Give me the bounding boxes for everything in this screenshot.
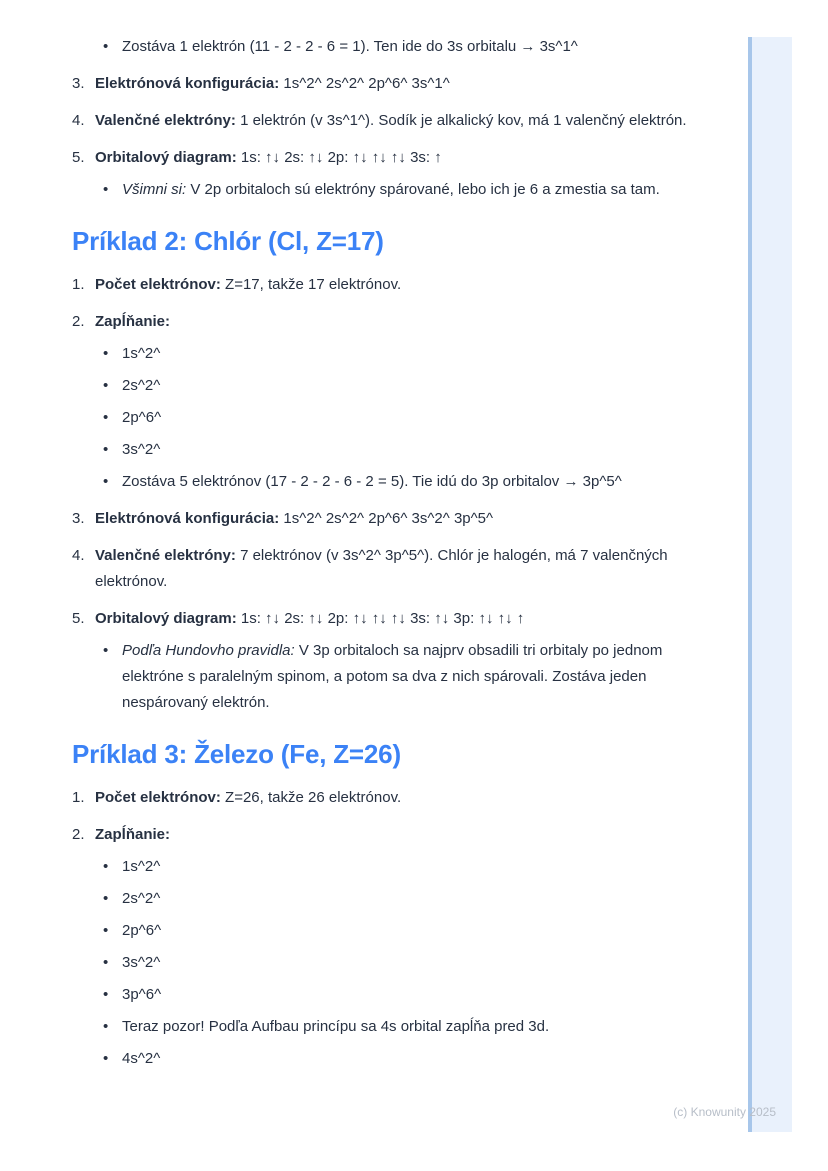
sub-note-text: V 2p orbitaloch sú elektróny spárované, lebo ich je 6 a zmestia sa tam.	[190, 181, 660, 198]
list-item-text: 3s^2^	[122, 954, 161, 971]
sub-note-lead: Podľa Hundovho pravidla:	[122, 642, 295, 659]
list-item	[103, 1046, 727, 1072]
filling-list	[103, 341, 727, 495]
item-body	[95, 71, 727, 97]
item-label: Valenčné elektróny:	[95, 547, 236, 564]
item-number: 5.	[72, 610, 85, 627]
item-text: 1s^2^ 2s^2^ 2p^6^ 3s^2^ 3p^5^	[283, 510, 494, 527]
item-label: Počet elektrónov:	[95, 789, 221, 806]
numbered-item	[72, 606, 727, 632]
section-heading-priklad-2: Príklad 2: Chlór (Cl, Z=17)	[72, 226, 384, 256]
sub-note-list	[103, 177, 727, 203]
item-text: Z=17, takže 17 elektrónov.	[225, 276, 402, 293]
list-item-text: 3p^6^	[122, 986, 162, 1003]
numbered-item	[72, 506, 727, 532]
item-number: 3.	[72, 510, 85, 527]
bullet-icon: •	[103, 922, 109, 939]
item-number: 1.	[72, 789, 85, 806]
list-item	[103, 886, 727, 912]
footer-credit: (c) Knowunity 2025	[673, 1105, 776, 1119]
sub-note-list	[103, 638, 727, 716]
list-item	[103, 177, 727, 203]
list-item-text: 2p^6^	[122, 409, 162, 426]
scrollbar-track[interactable]	[748, 37, 792, 1132]
list-item	[103, 34, 727, 60]
item-body	[95, 543, 727, 595]
numbered-item	[72, 71, 727, 97]
item-text: Z=26, takže 26 elektrónov.	[225, 789, 402, 806]
bullet-icon: •	[103, 1050, 109, 1067]
numbered-item	[72, 108, 727, 134]
item-label: Elektrónová konfigurácia:	[95, 75, 280, 92]
item-text: 1s^2^ 2s^2^ 2p^6^ 3s^1^	[283, 75, 450, 92]
item-number: 4.	[72, 547, 85, 564]
item-number: 2.	[72, 826, 85, 843]
bullet-icon: •	[103, 473, 109, 490]
list-item	[103, 469, 727, 495]
list-item-text: 2s^2^	[122, 377, 161, 394]
document-content	[72, 0, 727, 1072]
list-item-text: 3s^2^	[122, 441, 161, 458]
item-number: 4.	[72, 112, 85, 129]
bullet-icon: •	[103, 890, 109, 907]
bullet-icon: •	[103, 441, 109, 458]
sub-note	[122, 638, 727, 716]
item-text: 1 elektrón (v 3s^1^). Sodík je alkalický kov, má 1 valenčný elektrón.	[240, 112, 687, 129]
item-label: Valenčné elektróny:	[95, 112, 236, 129]
numbered-item	[72, 272, 727, 298]
item-label: Elektrónová konfigurácia:	[95, 510, 280, 527]
sub-note-lead: Všimni si:	[122, 181, 187, 198]
item-number: 3.	[72, 75, 85, 92]
list-item-text: 1s^2^	[122, 858, 161, 875]
item-text: 1s: ↑↓ 2s: ↑↓ 2p: ↑↓ ↑↓ ↑↓ 3s: ↑↓ 3p: ↑↓ ↑↓ ↑	[240, 610, 525, 627]
bullet-icon: •	[103, 642, 109, 659]
list-item	[103, 1014, 727, 1040]
list-item-text: 2s^2^	[122, 890, 161, 907]
list-item-text: 2p^6^	[122, 922, 162, 939]
list-item	[103, 950, 727, 976]
item-number: 2.	[72, 313, 85, 330]
bullet-icon: •	[103, 181, 109, 198]
bullet-icon: •	[103, 986, 109, 1003]
list-item	[103, 341, 727, 367]
list-item-text: Teraz pozor! Podľa Aufbau princípu sa 4s orbital zapĺňa pred 3d.	[122, 1018, 550, 1035]
list-item	[103, 373, 727, 399]
list-item-text: Zostáva 5 elektrónov (17 - 2 - 2 - 6 - 2 = 5). Tie idú do 3p orbitalov → 3p^5^	[122, 473, 622, 490]
item-label: Zapĺňanie:	[95, 313, 171, 330]
filling-list	[103, 854, 727, 1072]
list-item	[103, 638, 727, 716]
bullet-icon: •	[103, 1018, 109, 1035]
numbered-item	[72, 309, 727, 335]
section-priklad-1-tail	[103, 34, 727, 60]
item-body	[95, 822, 727, 848]
item-label: Zapĺňanie:	[95, 826, 171, 843]
item-body	[95, 272, 727, 298]
list-item	[103, 437, 727, 463]
numbered-item	[72, 543, 727, 595]
item-label: Počet elektrónov:	[95, 276, 221, 293]
item-body	[95, 309, 727, 335]
bullet-icon: •	[103, 409, 109, 426]
bullet-icon: •	[103, 345, 109, 362]
list-item	[103, 918, 727, 944]
section-heading-priklad-3: Príklad 3: Železo (Fe, Z=26)	[72, 739, 401, 769]
list-item	[103, 982, 727, 1008]
bullet-icon: •	[103, 377, 109, 394]
item-label: Orbitalový diagram:	[95, 610, 237, 627]
list-item	[103, 405, 727, 431]
numbered-item	[72, 785, 727, 811]
numbered-item	[72, 145, 727, 171]
numbered-item	[72, 822, 727, 848]
item-body	[95, 785, 727, 811]
item-label: Orbitalový diagram:	[95, 149, 237, 166]
sub-note	[122, 177, 727, 203]
item-body	[95, 606, 727, 632]
bullet-icon: •	[103, 954, 109, 971]
list-item-text: Zostáva 1 elektrón (11 - 2 - 2 - 6 = 1). Ten ide do 3s orbitalu → 3s^1^	[122, 38, 578, 55]
item-number: 1.	[72, 276, 85, 293]
list-item-text: 4s^2^	[122, 1050, 161, 1067]
item-number: 5.	[72, 149, 85, 166]
item-text: 1s: ↑↓ 2s: ↑↓ 2p: ↑↓ ↑↓ ↑↓ 3s: ↑	[240, 149, 442, 166]
sub-note-text: V 3p orbitaloch sa najprv obsadili tri orbitaly po jednom elektróne s paralelným spinom, a potom sa dva z nich spárovali. Zostáva jeden nespárovaný elektrón.	[122, 642, 663, 711]
item-body	[95, 108, 727, 134]
item-body	[95, 145, 727, 171]
list-item	[103, 854, 727, 880]
item-text: 7 elektrónov (v 3s^2^ 3p^5^). Chlór je halogén, má 7 valenčných elektrónov.	[95, 547, 668, 590]
bullet-icon: •	[103, 38, 109, 55]
bullet-icon: •	[103, 858, 109, 875]
item-body	[95, 506, 727, 532]
list-item-text: 1s^2^	[122, 345, 161, 362]
